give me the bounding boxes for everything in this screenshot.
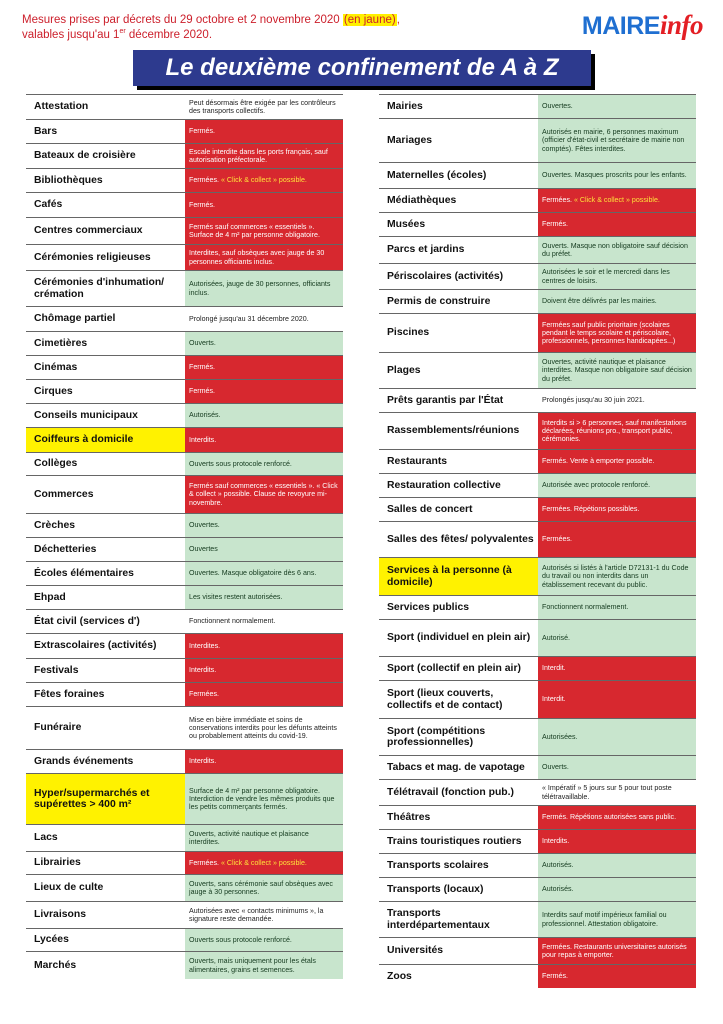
table-row xyxy=(379,718,696,755)
row-label: Transports (locaux) xyxy=(387,883,484,895)
table-row xyxy=(379,497,696,521)
status-text: Prolongés jusqu'au 30 juin 2021. xyxy=(542,396,645,405)
row-label: Salles de concert xyxy=(387,503,473,515)
table-row xyxy=(379,212,696,236)
click-collect-note: « Click & collect » possible. xyxy=(573,196,660,205)
row-status xyxy=(538,558,696,595)
table-row xyxy=(379,595,696,619)
table-row xyxy=(379,619,696,656)
row-status xyxy=(538,163,696,188)
row-label: Attestation xyxy=(34,101,89,113)
row-status xyxy=(538,681,696,718)
status-text: Autorisés. xyxy=(542,885,574,894)
table-row xyxy=(26,192,343,217)
table-row xyxy=(26,824,343,851)
row-status xyxy=(185,852,343,874)
row-status xyxy=(538,119,696,162)
table-row xyxy=(26,928,343,951)
row-label: Écoles élémentaires xyxy=(34,567,134,579)
status-text: Prolongé jusqu'au 31 décembre 2020. xyxy=(189,314,309,323)
row-status xyxy=(538,213,696,236)
status-text: Ouverts sous protocole renforcé. xyxy=(189,459,292,468)
status-text: Mise en bière immédiate et soins de conservations interdits pour les défunts atteints ou probablement atteints du covid-19. xyxy=(189,715,337,741)
status-text: Ouvertes. Masques proscrits pour les enfants. xyxy=(542,171,687,180)
table-row xyxy=(379,449,696,473)
status-text: Fermées. xyxy=(189,858,221,867)
status-text: Interdits. xyxy=(189,435,217,444)
status-text: Fermées. xyxy=(189,176,221,185)
row-label: Lycées xyxy=(34,934,69,946)
status-text: Fermés. xyxy=(542,220,569,229)
status-text: Autorisées, jauge de 30 personnes, officiants inclus. xyxy=(189,280,331,297)
status-text: Autorisées le soir et le mercredi dans les centres de loisirs. xyxy=(542,268,670,285)
row-label: Cérémonies religieuses xyxy=(34,251,151,263)
table-row xyxy=(379,755,696,779)
click-collect-note: « Click & collect » possible. xyxy=(220,858,307,867)
click-collect-note: « Click & collect » possible. xyxy=(220,176,307,185)
row-label: Funéraire xyxy=(34,722,82,734)
table-row xyxy=(26,217,343,244)
row-status xyxy=(185,659,343,682)
row-label: Cirques xyxy=(34,385,73,397)
table-row xyxy=(379,521,696,557)
row-label: Livraisons xyxy=(34,909,86,921)
status-text: Fermées sauf public prioritaire (scolaires pendant le temps scolaire et périscolaire, professionnels, personnes handicapées...) xyxy=(542,320,676,346)
table-row xyxy=(379,805,696,829)
row-label: Restauration collective xyxy=(387,479,501,491)
status-text: Fermés. xyxy=(189,127,216,136)
table-row xyxy=(26,706,343,749)
table-row xyxy=(26,633,343,658)
status-text: Fonctionnent normalement. xyxy=(542,603,629,612)
row-status xyxy=(185,586,343,609)
row-status xyxy=(185,634,343,658)
status-text: Interdit. xyxy=(542,695,566,704)
status-text: Ouverts. Masque non obligatoire sauf décision du préfet. xyxy=(542,241,688,258)
row-label: Rassemblements/réunions xyxy=(387,425,520,437)
table-row xyxy=(379,289,696,313)
table-row xyxy=(379,388,696,412)
row-status xyxy=(185,902,343,928)
status-text: Ouverts, activité nautique et plaisance interdites. xyxy=(189,829,309,846)
row-status xyxy=(185,610,343,633)
row-status xyxy=(185,428,343,452)
row-label: Médiathèques xyxy=(387,194,457,206)
status-text: Autorisées. xyxy=(542,732,578,741)
table-row xyxy=(379,557,696,595)
table-row xyxy=(26,355,343,379)
row-status xyxy=(538,596,696,619)
logo-part2: info xyxy=(659,10,703,40)
row-label: Piscines xyxy=(387,327,430,339)
row-label: Cinémas xyxy=(34,361,78,373)
row-status xyxy=(185,538,343,561)
row-status xyxy=(185,193,343,217)
row-status xyxy=(538,657,696,680)
row-label: Musées xyxy=(387,218,426,230)
row-status xyxy=(538,389,696,412)
status-text: Fermés. xyxy=(542,972,569,981)
row-label: Centres commerciaux xyxy=(34,225,143,237)
row-label: Sport (lieux couverts, collectifs et de contact) xyxy=(387,688,503,711)
row-status xyxy=(185,404,343,427)
header-line1: Mesures prises par décrets du 29 octobre et 2 novembre 2020 xyxy=(22,14,343,26)
table-row xyxy=(26,951,343,979)
row-label: Zoos xyxy=(387,970,412,982)
status-text: Interdites, sauf obsèques avec jauge de 30 personnes officiants inclus. xyxy=(189,249,325,266)
table-row xyxy=(379,412,696,449)
status-text: Fermés. xyxy=(189,387,216,396)
status-text: Fonctionnent normalement. xyxy=(189,617,276,626)
row-status xyxy=(538,620,696,656)
status-text: Ouverts sous protocole renforcé. xyxy=(189,935,292,944)
row-status xyxy=(185,271,343,306)
row-status xyxy=(185,683,343,706)
row-status xyxy=(538,314,696,352)
table-row xyxy=(26,270,343,306)
table-row xyxy=(379,118,696,162)
status-text: Fermées. Répétions possibles. xyxy=(542,505,640,514)
table-row xyxy=(26,475,343,513)
row-status xyxy=(538,830,696,853)
row-label: Cafés xyxy=(34,199,63,211)
table-row xyxy=(379,94,696,118)
row-status xyxy=(538,854,696,877)
row-label: Commerces xyxy=(34,488,94,500)
status-text: Autorisés si listés à l'article D72131-1 du Code du travail ou non interdits dans un établissement recevant du public. xyxy=(542,564,689,589)
row-label: Cérémonies d'inhumation/ crémation xyxy=(34,277,165,300)
table-row xyxy=(26,537,343,561)
row-status xyxy=(538,780,696,805)
status-text: Fermées. xyxy=(542,196,574,205)
status-text: Fermés. xyxy=(189,200,216,209)
status-text: Ouverts. xyxy=(189,339,216,348)
status-text: Doivent être délivrés par les mairies. xyxy=(542,297,657,306)
row-label: Lacs xyxy=(34,832,58,844)
table-row xyxy=(379,313,696,352)
maireinfo-logo xyxy=(582,10,703,41)
page-title: Le deuxième confinement de A à Z xyxy=(133,50,591,86)
row-label: Coiffeurs à domicile xyxy=(26,428,185,452)
table-row xyxy=(379,162,696,188)
row-status xyxy=(538,290,696,313)
status-text: Ouverts, sans cérémonie sauf obsèques avec jauge à 30 personnes. xyxy=(189,879,333,896)
header-note xyxy=(22,13,422,43)
row-status xyxy=(185,380,343,403)
row-status xyxy=(538,878,696,901)
row-status xyxy=(538,237,696,263)
status-text: Interdits. xyxy=(542,837,570,846)
status-text: Fermées. xyxy=(189,690,219,699)
table-row xyxy=(26,244,343,270)
table-row xyxy=(26,119,343,143)
row-status xyxy=(185,95,343,119)
row-status xyxy=(538,806,696,829)
row-status xyxy=(185,707,343,749)
row-status xyxy=(185,218,343,244)
row-label: Grands événements xyxy=(34,755,134,767)
row-status xyxy=(185,750,343,773)
status-text: « Impératif » 5 jours sur 5 pour tout poste télétravaillable. xyxy=(542,784,672,801)
table-row xyxy=(26,658,343,682)
row-label: Hyper/supermarchés et supérettes > 400 m² xyxy=(26,774,185,824)
table-row xyxy=(379,779,696,805)
row-status xyxy=(538,902,696,937)
row-status xyxy=(538,719,696,755)
row-status xyxy=(185,514,343,537)
row-status xyxy=(185,476,343,513)
row-status xyxy=(538,474,696,497)
status-text: Les visites restent autorisées. xyxy=(189,593,283,602)
row-label: Maternelles (écoles) xyxy=(387,169,487,181)
header-line2-end: décembre 2020. xyxy=(125,29,213,41)
status-text: Autorisés en mairie, 6 personnes maximum (officier d'état-civil et secrétaire de mairie non comptés). Fêtes interdites. xyxy=(542,128,685,153)
status-text: Ouvertes, activité nautique et plaisance interdites. Masque non obligatoire sauf décision du préfet. xyxy=(542,358,692,383)
table-row xyxy=(379,352,696,388)
row-status xyxy=(538,756,696,779)
row-label: Librairies xyxy=(34,857,81,869)
row-status xyxy=(538,965,696,988)
row-label: Restaurants xyxy=(387,455,448,467)
table-row xyxy=(379,263,696,289)
row-label: Universités xyxy=(387,945,444,957)
table-row xyxy=(26,143,343,168)
row-label: Services publics xyxy=(387,601,470,613)
row-status xyxy=(185,307,343,331)
row-label: Plages xyxy=(387,364,421,376)
status-text: Fermées. xyxy=(542,535,572,544)
status-text: Fermés sauf commerces « essentiels ». « Click & collect » possible. Clause de revoyure mi-novembre. xyxy=(189,482,338,507)
row-label: Marchés xyxy=(34,959,77,971)
row-status xyxy=(185,562,343,585)
table-row xyxy=(26,585,343,609)
row-label: Transports scolaires xyxy=(387,859,489,871)
row-status xyxy=(538,522,696,557)
row-status xyxy=(185,453,343,475)
status-text: Interdits. xyxy=(189,666,217,675)
table-row xyxy=(26,403,343,427)
row-status xyxy=(538,189,696,212)
table-row xyxy=(26,331,343,355)
row-label: Chômage partiel xyxy=(34,313,116,325)
table-row xyxy=(26,851,343,874)
status-text: Ouverts. xyxy=(542,763,569,772)
row-label: Services à la personne (à domicile) xyxy=(379,558,538,595)
table-row xyxy=(379,680,696,718)
row-label: Permis de construire xyxy=(387,295,491,307)
status-text: Autorisé. xyxy=(542,633,570,642)
table-row xyxy=(379,964,696,988)
row-status xyxy=(185,825,343,851)
table-row xyxy=(379,656,696,680)
table-row xyxy=(26,609,343,633)
row-status xyxy=(185,332,343,355)
row-label: Bateaux de croisière xyxy=(34,150,136,162)
table-row xyxy=(26,379,343,403)
row-label: Théâtres xyxy=(387,811,431,823)
table-row xyxy=(26,749,343,773)
table-row xyxy=(379,853,696,877)
row-status xyxy=(185,144,343,168)
table-row xyxy=(26,513,343,537)
status-text: Interdits. xyxy=(189,757,217,766)
status-text: Interdites. xyxy=(189,641,221,650)
row-label: Périscolaires (activités) xyxy=(387,270,504,282)
header-line2: valables jusqu'au 1 xyxy=(22,29,120,41)
status-text: Autorisés. xyxy=(542,861,574,870)
row-status xyxy=(538,498,696,521)
row-status xyxy=(185,356,343,379)
row-status xyxy=(185,245,343,270)
status-text: Fermés. Répétions autorisées sans public. xyxy=(542,813,677,822)
row-label: Ehpad xyxy=(34,591,66,603)
table-row xyxy=(26,94,343,119)
row-status xyxy=(538,264,696,289)
row-status xyxy=(185,774,343,824)
logo-part1: MAIRE xyxy=(581,12,660,40)
table-row xyxy=(379,901,696,937)
table-row xyxy=(26,427,343,452)
row-label: Lieux de culte xyxy=(34,882,104,894)
row-status xyxy=(538,450,696,473)
status-text: Fermées. Restaurants universitaires autorisés pour repas à emporter. xyxy=(542,942,687,959)
row-status xyxy=(538,938,696,964)
row-label: Fêtes foraines xyxy=(34,688,105,700)
table-row xyxy=(26,561,343,585)
status-text: Autorisées avec « contacts minimums », la signature reste demandée. xyxy=(189,906,324,923)
row-status xyxy=(185,929,343,951)
row-label: Trains touristiques routiers xyxy=(387,835,522,847)
status-text: Autorisée avec protocole renforcé. xyxy=(542,481,651,490)
status-text: Fermés. Vente à emporter possible. xyxy=(542,457,655,466)
table-row xyxy=(379,877,696,901)
row-label: Festivals xyxy=(34,664,79,676)
table-row xyxy=(379,829,696,853)
row-label: Conseils municipaux xyxy=(34,409,138,421)
row-label: Tabacs et mag. de vapotage xyxy=(387,761,525,773)
row-label: Bars xyxy=(34,125,58,137)
row-label: Mairies xyxy=(387,100,423,112)
row-label: Sport (individuel en plein air) xyxy=(387,632,531,644)
row-status xyxy=(185,120,343,143)
row-label: Salles des fêtes/ polyvalentes xyxy=(387,533,534,545)
row-status xyxy=(538,413,696,449)
table-row xyxy=(26,682,343,706)
row-label: Cimetières xyxy=(34,337,88,349)
status-text: Ouverts, mais uniquement pour les étals alimentaires, grains et semences. xyxy=(189,957,316,974)
row-label: Extrascolaires (activités) xyxy=(34,640,157,652)
table-row xyxy=(26,901,343,928)
status-text: Interdits si > 6 personnes, sauf manifestations déclarées, réunions pro., transport public, cérémonies. xyxy=(542,418,687,444)
status-text: Interdits sauf motif impérieux familial ou professionnel. Attestation obligatoire. xyxy=(542,911,667,928)
row-status xyxy=(185,952,343,979)
status-text: Ouvertes xyxy=(189,545,218,554)
row-label: Prêts garantis par l'État xyxy=(387,394,504,406)
row-label: Mariages xyxy=(387,134,433,146)
status-text: Autorisés. xyxy=(189,411,221,420)
status-text: Peut désormais être exigée par les contrôleurs des transports collectifs. xyxy=(189,98,336,115)
row-status xyxy=(185,169,343,192)
row-label: Télétravail (fonction pub.) xyxy=(387,786,515,798)
row-status xyxy=(538,95,696,118)
row-label: Collèges xyxy=(34,458,78,470)
status-text: Surface de 4 m² par personne obligatoire. Interdiction de vendre les mêmes produits que les petits commerçants fermés. xyxy=(189,786,335,812)
row-label: Sport (compétitions professionnelles) xyxy=(387,725,486,748)
header-line2-sup: er xyxy=(119,28,126,36)
status-text: Ouvertes. xyxy=(189,521,220,530)
row-label: Bibliothèques xyxy=(34,174,103,186)
row-status xyxy=(185,875,343,901)
table-row xyxy=(26,874,343,901)
table-row xyxy=(379,188,696,212)
table-row xyxy=(379,236,696,263)
status-text: Ouvertes. xyxy=(542,102,573,111)
row-label: Crèches xyxy=(34,519,76,531)
table-row xyxy=(379,473,696,497)
status-text: Escale interdite dans les ports français, sauf autorisation préfectorale. xyxy=(189,147,328,164)
row-label: Déchetteries xyxy=(34,543,97,555)
status-text: Fermés sauf commerces « essentiels ». Surface de 4 m² par personne obligatoire. xyxy=(189,222,320,239)
row-label: Transports interdépartementaux xyxy=(387,908,490,931)
table-row xyxy=(26,452,343,475)
table-row xyxy=(379,937,696,964)
header-line1-end: , xyxy=(396,14,400,26)
row-label: Sport (collectif en plein air) xyxy=(387,662,521,674)
status-text: Interdit. xyxy=(542,664,566,673)
status-text: Ouvertes. Masque obligatoire dès 6 ans. xyxy=(189,569,317,578)
table-row xyxy=(26,168,343,192)
table-row xyxy=(26,306,343,331)
row-label: Parcs et jardins xyxy=(387,244,465,256)
row-label: État civil (services d') xyxy=(34,615,140,627)
table-row xyxy=(26,773,343,824)
header-highlight: (en jaune) xyxy=(343,14,396,26)
row-status xyxy=(538,353,696,388)
status-text: Fermés. xyxy=(189,363,216,372)
